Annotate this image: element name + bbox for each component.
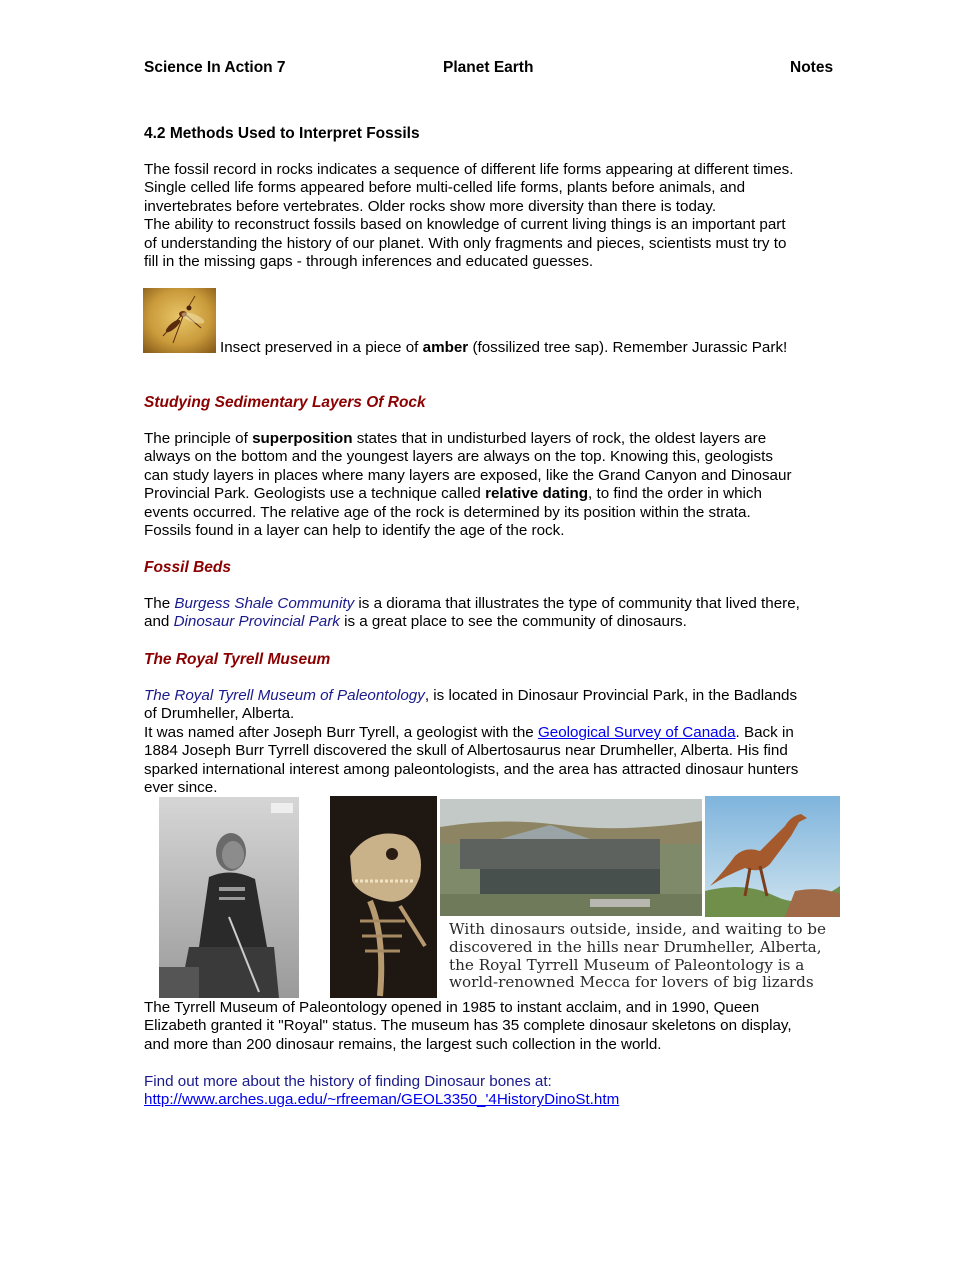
intro-line: of understanding the history of our planet. With only fragments and pieces, scientists must try to: [144, 234, 787, 252]
caption-line: With dinosaurs outside, inside, and waiting to be: [449, 920, 827, 938]
mus-line: [144, 687, 854, 705]
museum-building-image: [440, 799, 702, 916]
sed-line: events occurred. The relative age of the rock is determined by its position within the strata.: [144, 503, 751, 521]
sed-line: can study layers in places where many layers are exposed, like the Grand Canyon and Dinosaur: [144, 466, 792, 484]
mus-text: It was named after Joseph Burr Tyrell, a geologist with the: [144, 723, 538, 741]
sed-line: [144, 485, 844, 503]
geological-survey-link[interactable]: Geological Survey of Canada: [537, 723, 736, 741]
fossil-beds-paragraph: [144, 595, 844, 632]
mus-text: , is located in Dinosaur Provincial Park, in the Badlands: [424, 687, 798, 704]
intro-line: Single celled life forms appeared before multi-celled life forms, plants before animals, and: [144, 179, 746, 197]
intro-paragraph: [144, 161, 844, 271]
amber-caption-after: (fossilized tree sap). Remember Jurassic Park!: [468, 339, 788, 356]
sed-line: Fossils found in a layer can help to identify the age of the rock.: [144, 522, 565, 540]
sed-text: , to find the order in which: [588, 485, 762, 503]
fb-line: [144, 613, 844, 631]
fb-text: is a diorama that illustrates the type of community that lived there,: [354, 595, 800, 612]
opened-line: Elizabeth granted it "Royal" status. The museum has 35 complete dinosaur skeletons on display,: [144, 1017, 792, 1035]
section-title: 4.2 Methods Used to Interpret Fossils: [144, 125, 420, 142]
find-out-text: Find out more about the history of finding Dinosaur bones at:: [144, 1073, 552, 1090]
fb-text: is a great place to see the community of dinosaurs.: [339, 613, 687, 631]
amber-bold: amber: [422, 339, 469, 356]
amber-caption-before: Insect preserved in a piece of: [220, 339, 423, 356]
mus-line: ever since.: [144, 779, 218, 797]
sed-line: always on the bottom and the youngest layers are always on the top. Knowing this, geologists: [144, 448, 773, 466]
fb-text: and: [144, 613, 174, 631]
caption-line: world-renowned Mecca for lovers of big lizards: [449, 973, 814, 992]
mus-line: 1884 Joseph Burr Tyrrell discovered the skull of Albertosaurus near Drumheller, Alberta. His find: [144, 742, 788, 760]
opened-line: and more than 200 dinosaur remains, the largest such collection in the world.: [144, 1035, 662, 1053]
caption-line: the Royal Tyrrell Museum of Paleontology is a: [449, 955, 805, 974]
dinosaur-park-link[interactable]: Dinosaur Provincial Park: [173, 613, 340, 631]
museum-heading: The Royal Tyrell Museum: [144, 651, 331, 668]
amber-caption: [220, 339, 787, 357]
dinosaur-history-url-link[interactable]: http://www.arches.uga.edu/~rfreeman/GEOL3350_'4HistoryDinoSt.htm: [144, 1091, 620, 1109]
superposition-term: superposition: [252, 430, 353, 447]
sed-line: [144, 430, 844, 448]
museum-link[interactable]: The Royal Tyrell Museum of Paleontology: [144, 687, 425, 704]
sed-text: Provincial Park. Geologists use a technique called: [144, 485, 486, 503]
tyrrell-portrait-image: [159, 797, 299, 998]
sedimentary-heading: Studying Sedimentary Layers Of Rock: [144, 394, 426, 411]
amber-insect-image: [143, 288, 216, 353]
dinosaur-model-image: [705, 796, 840, 917]
fb-text: The: [144, 595, 175, 612]
header-right: Notes: [790, 59, 834, 76]
find-out-paragraph: [144, 1073, 844, 1110]
sedimentary-paragraph: [144, 430, 844, 540]
caption-line: discovered in the hills near Drumheller, Alberta,: [449, 937, 822, 956]
collage-caption: [449, 921, 826, 992]
museum-opened-paragraph: [144, 999, 854, 1054]
fb-line: [144, 595, 844, 613]
opened-line: The Tyrrell Museum of Paleontology opened in 1985 to instant acclaim, and in 1990, Queen: [144, 999, 760, 1016]
intro-line: fill in the missing gaps - through inferences and educated guesses.: [144, 253, 594, 271]
intro-line: The ability to reconstruct fossils based on knowledge of current living things is an important part: [144, 216, 786, 234]
mus-line: of Drumheller, Alberta.: [144, 705, 295, 723]
dinosaur-skeleton-image: [330, 796, 437, 998]
header-center: Planet Earth: [443, 59, 534, 76]
sed-text: states that in undisturbed layers of rock, the oldest layers are: [352, 430, 767, 447]
intro-line: invertebrates before vertebrates. Older rocks show more diversity than there is today.: [144, 197, 717, 215]
museum-paragraph: [144, 687, 854, 797]
mus-line: sparked international interest among paleontologists, and the area has attracted dinosaur hunters: [144, 760, 799, 778]
fossil-beds-heading: Fossil Beds: [144, 559, 231, 576]
relative-dating-term: relative dating: [485, 485, 589, 503]
mus-line: [144, 724, 854, 742]
header-left: Science In Action 7: [144, 59, 286, 76]
sed-text: The principle of: [144, 430, 253, 447]
mus-text: . Back in: [735, 723, 794, 741]
burgess-shale-link[interactable]: Burgess Shale Community: [174, 595, 355, 612]
intro-line: The fossil record in rocks indicates a sequence of different life forms appearing at different times.: [144, 161, 794, 178]
